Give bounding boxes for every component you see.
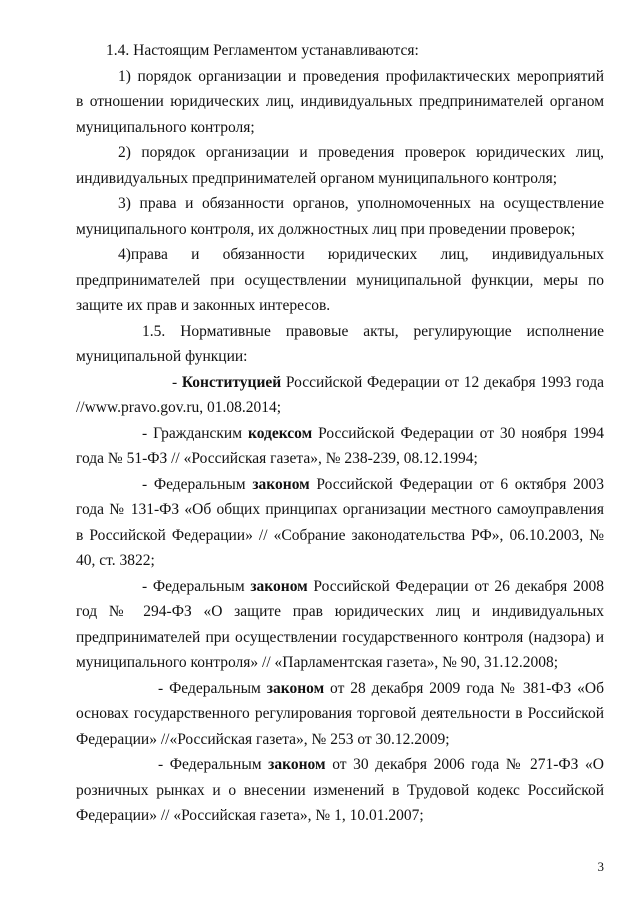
paragraph <box>76 676 604 753</box>
text-line: год № 294-ФЗ «О защите прав юридических лиц и индивидуальных <box>76 603 604 620</box>
text-line: основах государственного регулирования торговой деятельности в Российской <box>76 705 604 722</box>
paragraph <box>76 38 604 64</box>
text-line: предпринимателей при осуществлении муниципальной функции, меры по <box>76 271 604 289</box>
paragraph <box>76 472 604 574</box>
text-line: Федерации» // «Российская газета», № 1, 10.01.2007; <box>76 807 424 824</box>
text-line: 40, ст. 3822; <box>76 552 155 569</box>
text-line: индивидуальных предпринимателей органом муниципального контроля; <box>76 169 558 187</box>
text-line: защите их прав и законных интересов. <box>76 297 331 314</box>
paragraph <box>76 421 604 472</box>
text-line: - Конституцией Российской Федерации от 12 декабря 1993 года <box>172 373 604 391</box>
paragraph <box>76 140 604 191</box>
text-line: - Федеральным законом Российской Федерации от 6 октября 2003 <box>142 475 605 493</box>
paragraph <box>76 191 604 242</box>
text-line: в отношении юридических лиц, индивидуальных предпринимателей органом <box>76 93 604 110</box>
text-line: года № 131-ФЗ «Об общих принципах организации местного самоуправления <box>76 501 604 518</box>
text-line: розничных рынках и о внесении изменений в Трудовой кодекс Российской <box>76 781 604 799</box>
text-line: в Российской Федерации» // «Собрание законодательства РФ», 06.10.2003, № <box>76 526 604 544</box>
text-line: 1) порядок организации и проведения профилактических мероприятий <box>118 67 604 85</box>
text-line: - Федеральным законом от 28 декабря 2009 года № 381-ФЗ «Об <box>158 679 605 697</box>
text-line: Федерации» //«Российская газета», № 253 от 30.12.2009; <box>76 730 450 748</box>
paragraph <box>76 64 604 141</box>
paragraph <box>76 319 604 370</box>
page-number: 3 <box>597 859 604 874</box>
text-line: предпринимателей при осуществлении государственного контроля (надзора) и <box>76 628 604 646</box>
document-body <box>76 38 604 829</box>
paragraph <box>76 752 604 829</box>
text-line: 3) права и обязанности органов, уполномоченных на осуществление <box>118 195 604 212</box>
text-line: 1.4. Настоящим Регламентом устанавливаются: <box>106 42 419 59</box>
text-line: муниципального контроля» // «Парламентская газета», № 90, 31.12.2008; <box>76 654 559 671</box>
text-line: муниципального контроля; <box>76 118 255 136</box>
text-line: года № 51-ФЗ // «Российская газета», № 238-239, 08.12.1994; <box>76 450 478 467</box>
text-line: 1.5. Нормативные правовые акты, регулирующие исполнение <box>142 322 604 340</box>
paragraph <box>76 574 604 676</box>
text-line: 4)права и обязанности юридических лиц, индивидуальных <box>118 246 604 263</box>
text-line: - Федеральным законом от 30 декабря 2006 года № 271-ФЗ «О <box>158 756 604 773</box>
paragraph <box>76 242 604 319</box>
text-line: - Гражданским кодексом Российской Федерации от 30 ноября 1994 <box>142 424 604 442</box>
text-line: //www.pravo.gov.ru, 01.08.2014; <box>76 399 282 416</box>
text-line: муниципальной функции: <box>76 348 248 365</box>
text-line: - Федеральным законом Российской Федерации от 26 декабря 2008 <box>142 577 604 595</box>
paragraph <box>76 370 604 421</box>
text-line: 2) порядок организации и проведения проверок юридических лиц, <box>118 144 604 161</box>
text-line: муниципального контроля, их должностных лиц при проведении проверок; <box>76 220 576 238</box>
